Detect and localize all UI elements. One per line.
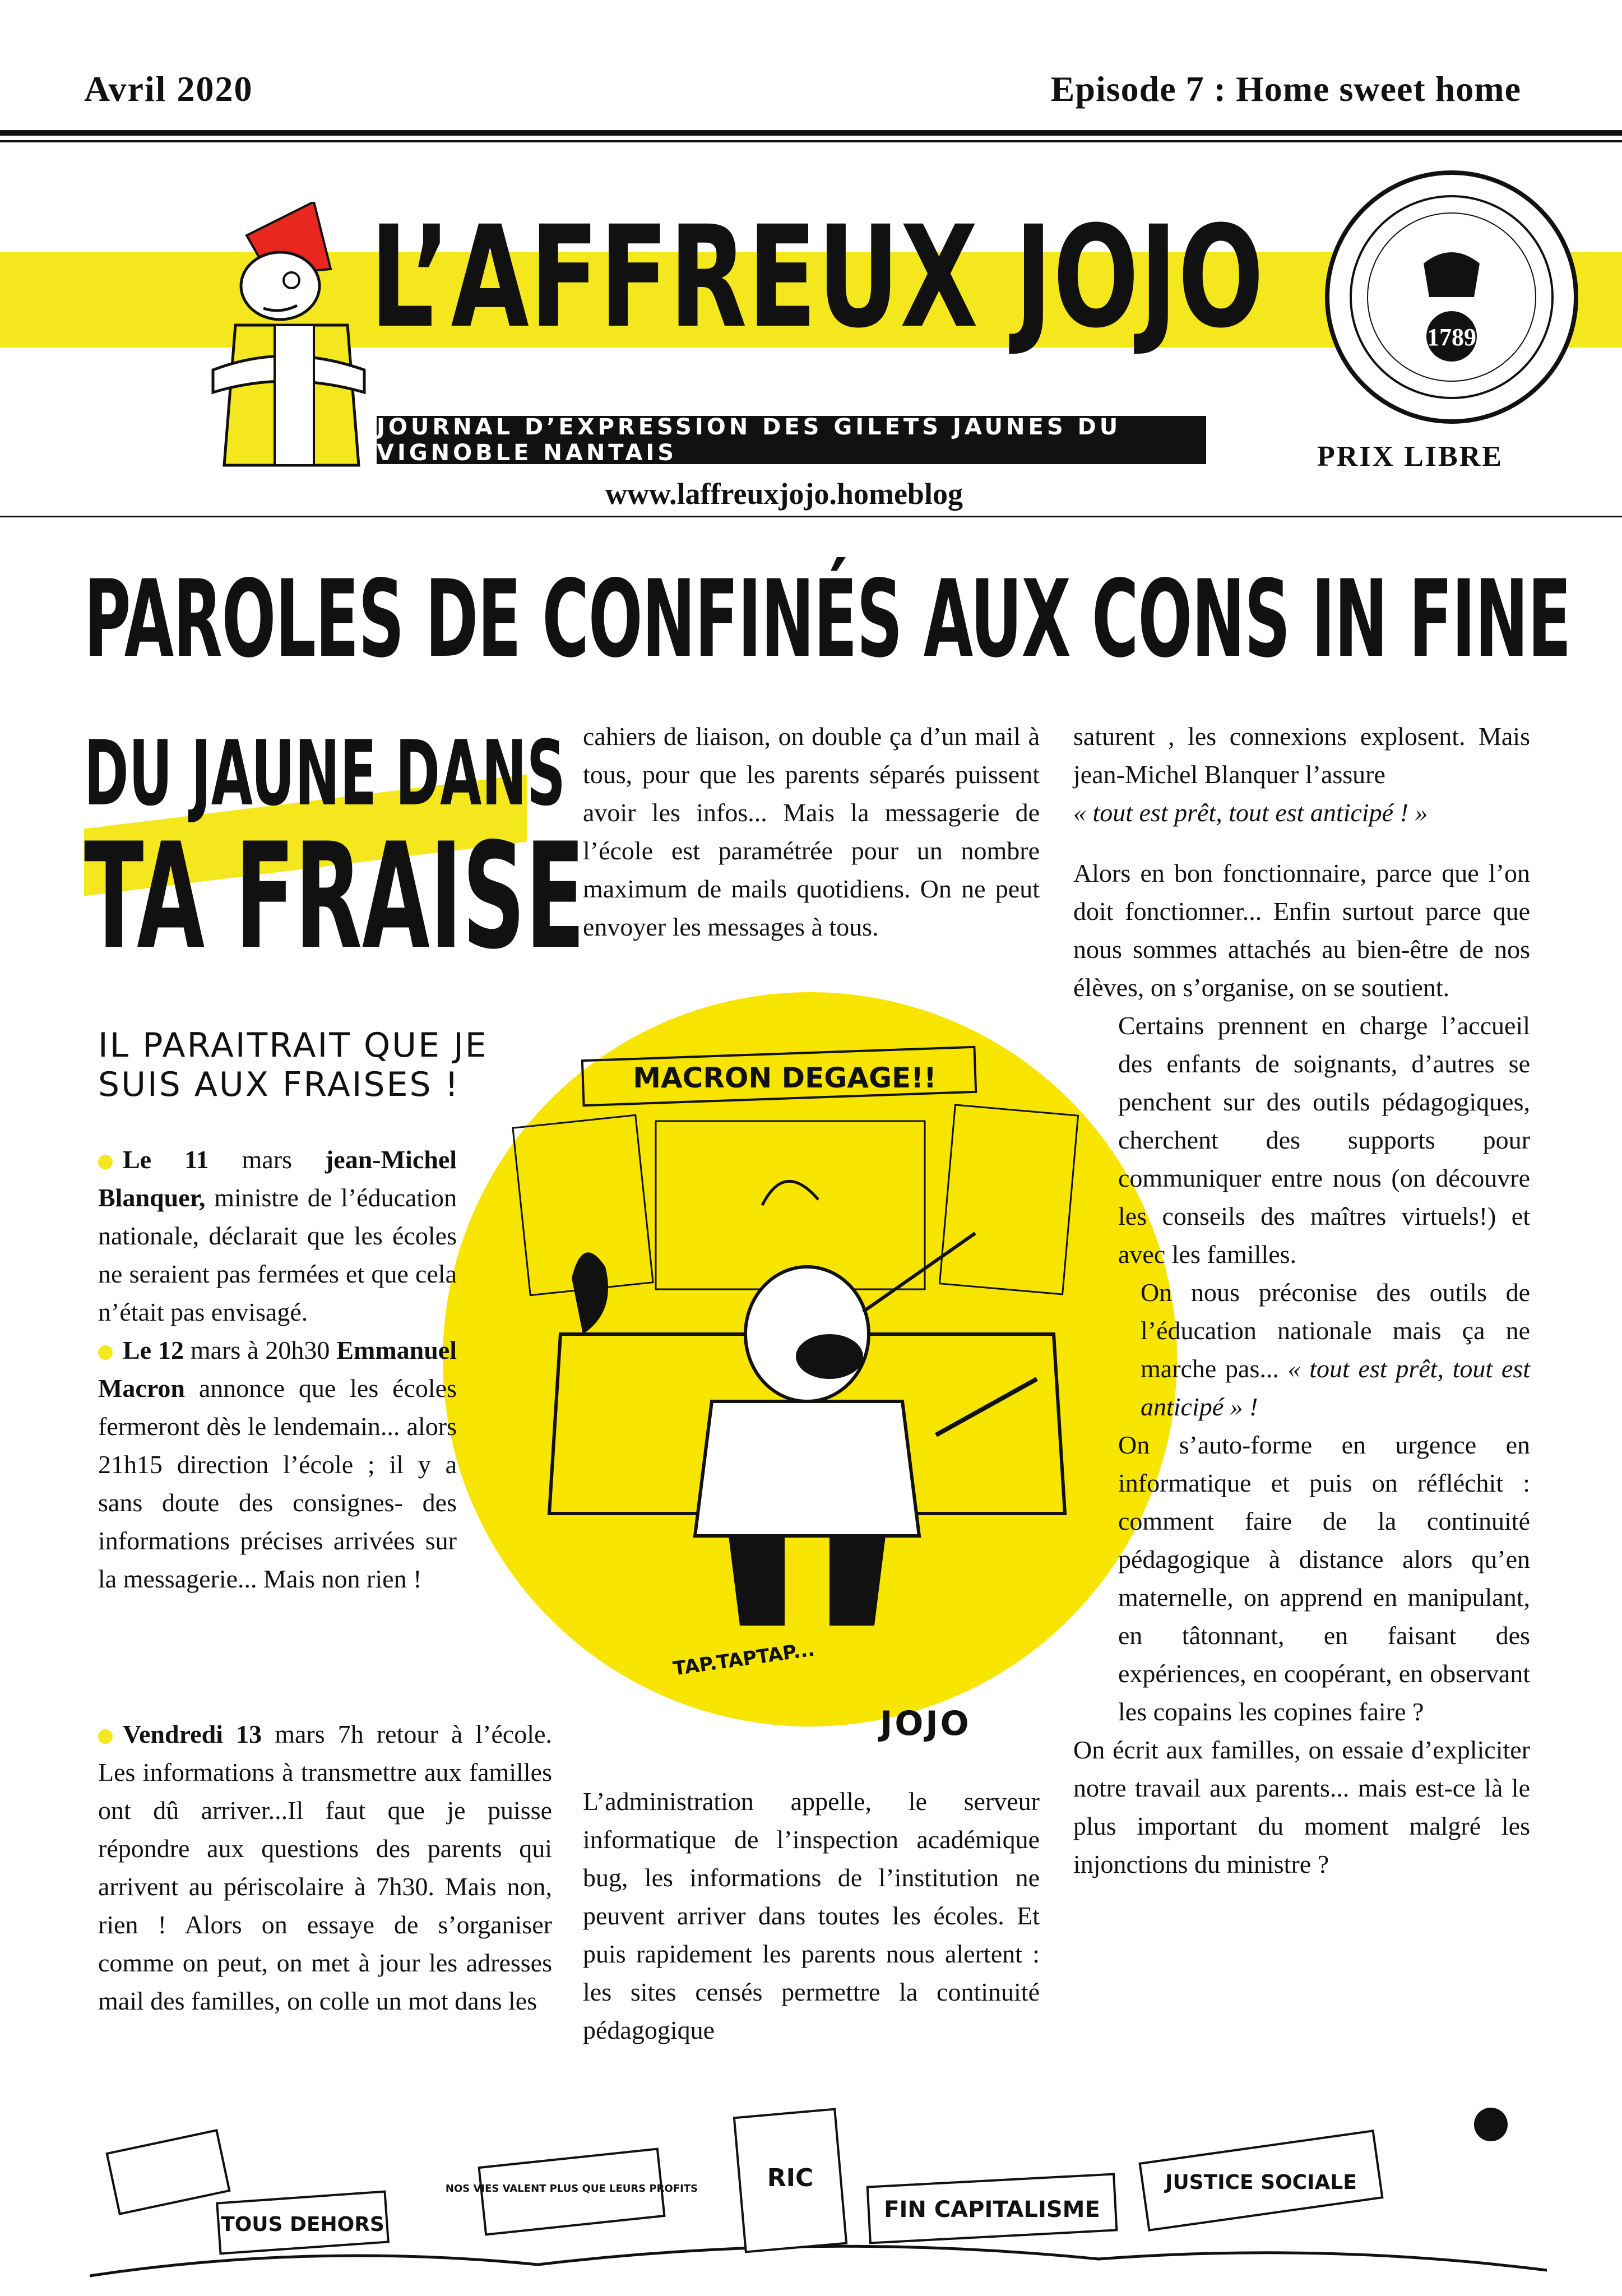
paragraph-familles: On écrit aux familles, on essaie d’expliciter notre travail aux parents... mais est-ce là le plus important du moment malgré les injonctions du ministre ?: [1073, 1735, 1530, 1878]
seal-year: 1789: [1427, 323, 1476, 351]
header-rule: [0, 130, 1622, 136]
mascot-illustration: [202, 202, 387, 471]
protest-banner-text: MACRON DEGAGE!!: [633, 1062, 937, 1094]
paragraph-11-mars: Le 11 mars jean-Michel Blanquer, ministre de l’éducation nationale, déclarait que les écoles ne seraient pas fermées et que cela n’était pas envisagé.: [98, 1145, 457, 1326]
masthead-subtitle: JOURNAL D’EXPRESSION DES GILETS JAUNES DU VIGNOBLE NANTAIS: [377, 416, 1206, 464]
main-headline: PAROLES DE CONFINÉS AUX CONS IN FINE: [84, 557, 1571, 681]
paragraph-auto-forme: On s’auto-forme en urgence en informatique et puis on réfléchit : comment faire de la continuité pédagogique à distance alors qu’en maternelle, on apprend en manipulant, en tâtonnant, en faisant des expériences, en coopérant, en observant les copains les copines faire ?: [1118, 1431, 1530, 1726]
section-title-line2: TA FRAISE: [84, 812, 585, 982]
column-3: [1073, 718, 1530, 1883]
price-label: PRIX LIBRE: [1317, 441, 1503, 473]
illustration-caption: TAP.TAPTAP...: [671, 1638, 817, 1681]
paragraph-fonctionnaire: Alors en bon fonctionnaire, parce que l’on doit fonctionner... Enfin surtout parce que nous sommes attachés au bien-être de nos élèves, on s’organise, on se soutient.: [1073, 859, 1530, 1002]
banner-ric: RIC: [767, 2164, 814, 2192]
bullet-icon: [98, 1345, 113, 1360]
masthead-title: L’AFFREUX JOJO: [370, 196, 1265, 359]
website-link[interactable]: www.laffreuxjojo.homeblog: [605, 477, 963, 511]
paragraph-12-mars: Le 12 mars à 20h30 Emmanuel Macron annonce que les écoles fermeront dès le lendemain... alors 21h15 direction l’école ; il y a sans doute des consignes- des informations précises arrivées sur la messagerie... Mais non rien !: [98, 1336, 457, 1593]
banner-fin-capitalisme: FIN CAPITALISME: [884, 2197, 1100, 2223]
paragraph-administration: L’administration appelle, le serveur informatique de l’inspection académique bug, les informations de l’institution ne peuvent arriver dans toutes les écoles. Et puis rapidement les parents nous alertent : les sites censés permettre la continuité pédagogique: [583, 1787, 1040, 2044]
liberty-seal-icon: [1323, 168, 1581, 426]
paragraph-outils: On nous préconise des outils de l’éducation nationale mais ça ne marche pas... « tout est prêt, tout est anticipé » !: [1141, 1278, 1530, 1421]
section-title-line1: DU JAUNE DANS: [84, 721, 566, 826]
issue-date: Avril 2020: [84, 69, 253, 109]
paragraph-13-mars: Vendredi 13 mars 7h retour à l’école. Les informations à transmettre aux familles ont dû arriver...Il faut que je puisse répondre aux questions des parents qui arrivent au périscolaire à 7h30. Mais non, rien ! Alors on essaye de s’organiser comme on peut, on met à jour les adresses mail des familles, on colle un mot dans les: [98, 1720, 552, 2015]
column-2-top: [583, 718, 1040, 946]
confined-man-illustration: [471, 1020, 1143, 1721]
masthead-bottom-rule: [0, 516, 1622, 517]
paragraph-cahiers: cahiers de liaison, on double ça d’un mail à tous, pour que les parents séparés puissent avoir les infos... Mais la messagerie de l’école est paramétrée pour un nombre maximum de mails quotidiens. On ne peut envoyer les messages à tous.: [583, 722, 1040, 941]
artist-signature: JOJO: [880, 1704, 971, 1743]
section-intro: IL PARAITRAIT QUE JE SUIS AUX FRAISES !: [98, 1026, 488, 1104]
banner-tous-dehors: TOUS DEHORS: [221, 2213, 384, 2236]
banner-justice-sociale: JUSTICE SOCIALE: [1165, 2171, 1357, 2194]
paragraph-certains: Certains prennent en charge l’accueil des enfants de soignants, d’autres se penchent sur des outils pédagogiques, cherchent des supports pour communiquer entre nous (on découvre les conseils des maîtres virtuels!) et avec les familles.: [1118, 1011, 1530, 1269]
bullet-icon: [98, 1155, 113, 1169]
column-1-bottom: [98, 1715, 552, 2020]
protest-crowd-illustration: [90, 2074, 1547, 2281]
column-2-bottom: [583, 1783, 1040, 2049]
paragraph-saturent: saturent , les connexions explosent. Mais jean-Michel Blanquer l’assure « tout est prêt, tout est anticipé ! »: [1073, 722, 1530, 827]
bomb-icon: [1474, 2108, 1508, 2141]
bullet-icon: [98, 1729, 113, 1744]
column-1-top: [98, 1141, 457, 1598]
header-rule-thin: [0, 140, 1622, 142]
banner-nos-vies: NOS VIES VALENT PLUS QUE LEURS PROFITS: [445, 2183, 698, 2195]
episode-title: Episode 7 : Home sweet home: [1050, 69, 1521, 109]
